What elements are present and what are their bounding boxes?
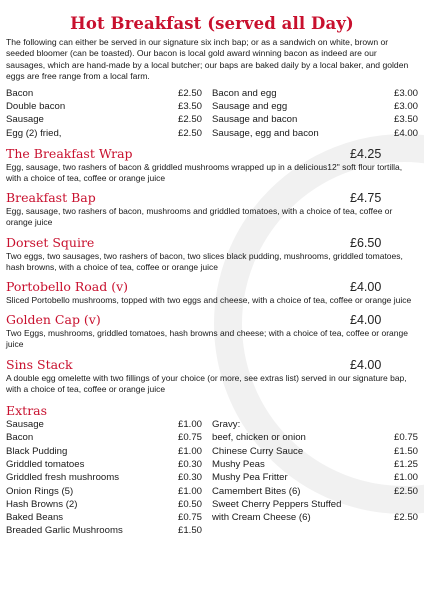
item-label: Griddled tomatoes xyxy=(6,458,85,470)
item-price: £3.50 xyxy=(393,114,418,126)
item-label: Sausage xyxy=(6,114,44,126)
price-row xyxy=(6,485,202,498)
price-row xyxy=(6,418,202,431)
extras-list-left xyxy=(6,418,202,538)
item-price: £2.50 xyxy=(177,127,202,139)
price-row xyxy=(6,524,202,537)
price-row xyxy=(6,87,202,100)
item-label: Onion Rings (5) xyxy=(6,485,74,497)
item-title: Golden Cap (v) xyxy=(6,312,101,328)
item-label: Sausage and bacon xyxy=(212,114,298,126)
item-price: £4.25 xyxy=(350,146,382,161)
price-row xyxy=(212,458,418,471)
item-price: £4.00 xyxy=(393,127,418,139)
item-label: Mushy Pea Fritter xyxy=(212,472,288,484)
item-price: £1.00 xyxy=(177,445,202,457)
extras-list-right xyxy=(212,418,418,538)
item-price: £4.75 xyxy=(350,191,382,206)
price-row xyxy=(212,431,418,444)
item-label: Sausage and egg xyxy=(212,100,288,112)
item-description: Egg, sausage, two rashers of bacon & griddled mushrooms wrapped up in a delicious12" soft flour tortilla, with a choice of tea, coffee or orange juice xyxy=(6,161,403,184)
item-label: Breaded Garlic Mushrooms xyxy=(6,525,123,537)
menu-item-dorset-squire xyxy=(6,235,418,273)
price-row xyxy=(212,445,418,458)
item-label: Griddled fresh mushrooms xyxy=(6,472,120,484)
item-label: Gravy: xyxy=(212,419,241,431)
item-title: Dorset Squire xyxy=(6,234,95,250)
item-label: beef, chicken or onion xyxy=(212,432,306,444)
price-row xyxy=(212,485,418,498)
item-label: Mushy Peas xyxy=(212,458,265,470)
item-price: £2.50 xyxy=(393,512,418,524)
item-label: with Cream Cheese (6) xyxy=(212,512,311,524)
menu-item-golden-cap xyxy=(6,312,418,350)
item-description: A double egg omelette with two fillings of your choice (or more, see extras list) served in our signature bap, with a choice of tea, coffee or orange juice xyxy=(6,372,407,394)
item-label: Egg (2) fried, xyxy=(6,127,62,139)
item-price: £1.25 xyxy=(393,458,418,470)
item-label: Black Pudding xyxy=(6,445,68,457)
item-price: £3.50 xyxy=(177,100,202,112)
bap-list-right xyxy=(212,87,418,140)
item-price: £1.00 xyxy=(177,419,202,431)
item-label: Camembert Bites (6) xyxy=(212,485,301,497)
price-row xyxy=(6,113,202,126)
item-price: £1.50 xyxy=(393,445,418,457)
item-price: £4.00 xyxy=(350,280,382,295)
price-row xyxy=(6,127,202,140)
item-price: £0.50 xyxy=(177,498,202,510)
menu-item-breakfast-bap xyxy=(6,190,418,228)
price-row xyxy=(212,418,418,431)
item-price: £0.75 xyxy=(177,512,202,524)
price-row xyxy=(6,431,202,444)
menu-item-portobello-road xyxy=(6,279,418,306)
item-label: Sausage xyxy=(6,419,44,431)
price-row xyxy=(212,511,418,524)
item-price: £1.50 xyxy=(177,525,202,537)
item-label: Bacon xyxy=(6,87,34,99)
item-label: Bacon and egg xyxy=(212,87,277,99)
item-description: Egg, sausage, two rashers of bacon, mushrooms and griddled tomatoes, with a choice of tea, coffee or orange juice xyxy=(6,206,393,228)
price-row xyxy=(212,471,418,484)
item-description: Two Eggs, mushrooms, griddled tomatoes, hash browns and cheese; with a choice of tea, coffee or orange juice xyxy=(6,328,408,350)
item-label: Double bacon xyxy=(6,100,66,112)
item-label: Bacon xyxy=(6,432,34,444)
price-row xyxy=(212,100,418,113)
price-row xyxy=(6,445,202,458)
item-title: The Breakfast Wrap xyxy=(6,145,133,161)
extras-list xyxy=(6,418,418,538)
item-label: Sweet Cherry Peppers Stuffed xyxy=(212,498,342,510)
item-description: Sliced Portobello mushrooms, topped with two eggs and cheese, with a choice of tea, coffee or orange juice xyxy=(6,295,412,306)
item-price: £2.50 xyxy=(177,114,202,126)
item-price: £3.00 xyxy=(393,87,418,99)
item-price: £3.00 xyxy=(393,100,418,112)
item-label: Baked Beans xyxy=(6,512,64,524)
bap-price-list xyxy=(6,87,418,140)
price-row xyxy=(212,87,418,100)
item-description: Two eggs, two sausages, two rashers of bacon, two slices black pudding, mushrooms, griddled tomatoes, hash browns, with a choice of tea, coffee or orange juice xyxy=(6,250,403,272)
price-row xyxy=(212,127,418,140)
extras-heading: Extras xyxy=(6,403,48,419)
item-price: £1.00 xyxy=(177,485,202,497)
item-price: £0.30 xyxy=(177,458,202,470)
item-title: Portobello Road (v) xyxy=(6,279,129,295)
item-price: £2.50 xyxy=(393,485,418,497)
item-price: £4.00 xyxy=(350,313,382,328)
price-row xyxy=(212,113,418,126)
bap-list-left xyxy=(6,87,202,140)
item-price: £2.50 xyxy=(177,87,202,99)
page-title: Hot Breakfast (served all Day) xyxy=(70,14,354,33)
price-row xyxy=(6,471,202,484)
item-price: £4.00 xyxy=(350,357,382,372)
price-row xyxy=(212,498,418,511)
price-row xyxy=(6,498,202,511)
item-price: £0.75 xyxy=(393,432,418,444)
price-row xyxy=(6,458,202,471)
menu-item-breakfast-wrap xyxy=(6,146,418,184)
menu-page xyxy=(0,14,424,538)
intro-text: The following can either be served in our signature six inch bap; or as a sandwich on white, brown or seeded bloomer (can be toasted). Our bacon is local gold award winning bacon as indeed are our sausages, which are hand-made by a local butcher; our baps are baked daily by a local baker, and golden eggs are free range from a local farm. xyxy=(6,37,409,82)
price-row xyxy=(6,511,202,524)
item-title: Breakfast Bap xyxy=(6,190,96,206)
item-price: £0.30 xyxy=(177,472,202,484)
item-price: £0.75 xyxy=(177,432,202,444)
item-label: Chinese Curry Sauce xyxy=(212,445,304,457)
item-title: Sins Stack xyxy=(6,356,73,372)
item-label: Hash Browns (2) xyxy=(6,498,78,510)
item-label: Sausage, egg and bacon xyxy=(212,127,319,139)
menu-item-sins-stack xyxy=(6,357,418,395)
item-price: £6.50 xyxy=(350,235,382,250)
price-row xyxy=(6,100,202,113)
item-price: £1.00 xyxy=(393,472,418,484)
